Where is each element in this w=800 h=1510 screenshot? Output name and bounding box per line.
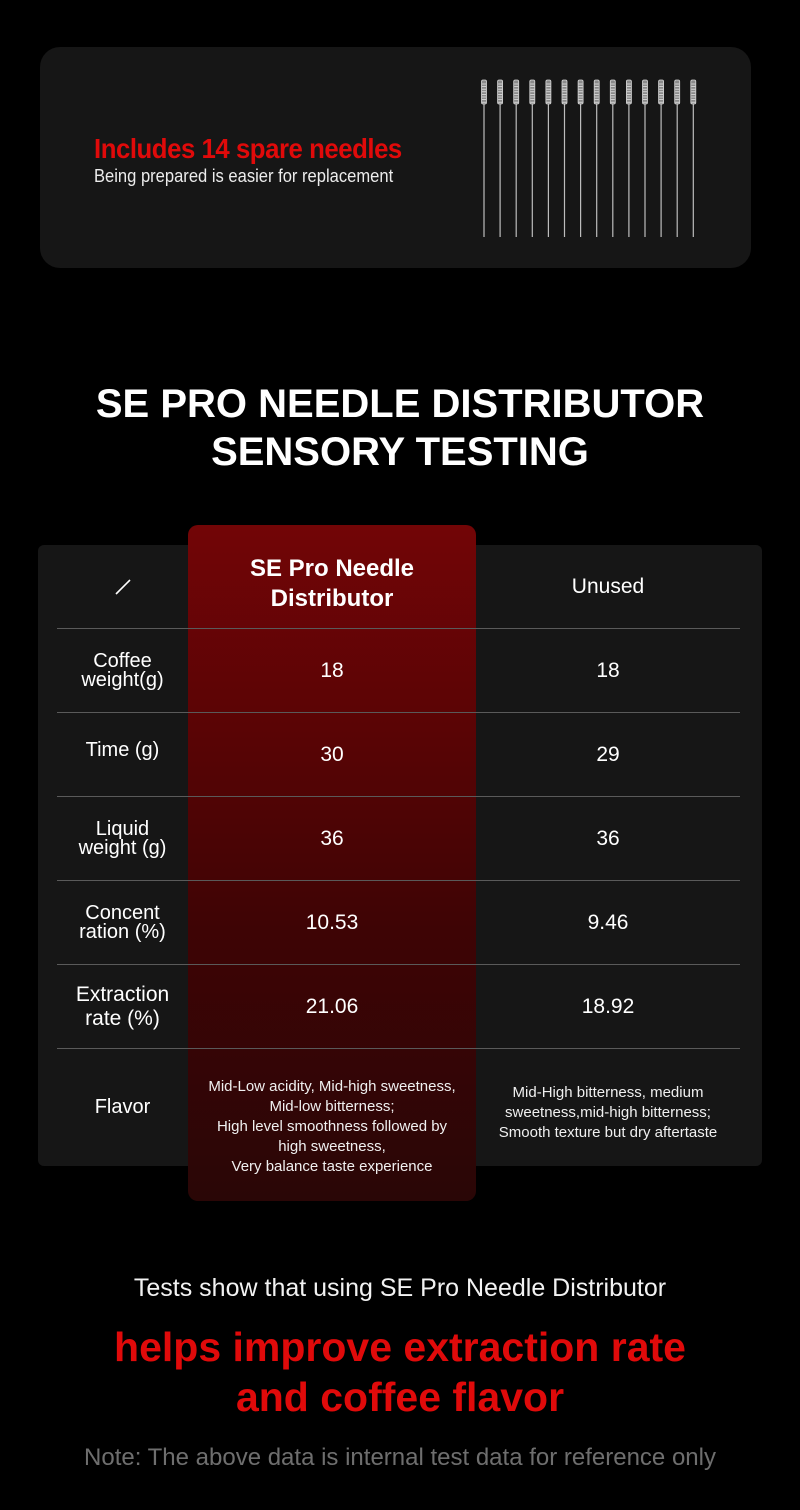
corner-cell [57,577,188,597]
row-label-line: weight(g) [81,668,164,691]
row-label [57,817,188,859]
flavor-line: Very balance taste experience [231,1158,433,1175]
row-label [57,901,188,943]
row-label-line: weight (g) [78,836,167,859]
comparison-table [57,545,740,1175]
flavor-line: High level smoothness followed by [216,1118,448,1135]
highlight-line-2: and coffee flavor [235,1374,565,1420]
unused-value: 29 [596,742,620,766]
table-row [57,797,740,881]
row-label-line: Extraction [75,982,170,1006]
column-header-line: Distributor [270,584,394,612]
row-label-line: Coffee [93,649,152,672]
row-label-line: Liquid [95,817,150,840]
unused-value: 9.46 [587,910,629,934]
flavor-line: Mid-High bitterness, medium [512,1084,704,1101]
unused-value: 18.92 [581,994,635,1018]
row-label [57,983,188,1031]
heading-line-2: SENSORY TESTING [211,430,589,474]
unused-value: 36 [596,826,620,850]
summary-highlight [0,1322,800,1422]
se-pro-value: 36 [320,826,344,850]
unused-flavor [476,1049,740,1143]
row-label: Flavor [94,1095,151,1118]
flavor-line: sweetness,mid-high bitterness; [505,1104,711,1121]
se-pro-flavor [188,1049,476,1177]
table-row-flavor [57,1049,740,1175]
se-pro-value: 10.53 [305,910,359,934]
promo-subtitle: Being prepared is easier for replacement [94,166,394,186]
spare-needles-card [40,47,751,268]
promo-title: Includes 14 spare needles [94,133,402,164]
needles-image-icon [478,79,698,239]
row-label [57,649,188,691]
unused-value: 18 [596,658,620,682]
se-pro-value: 30 [320,742,344,766]
column-header-line: SE Pro Needle [249,554,415,582]
disclaimer-note: Note: The above data is internal test data for reference only [84,1444,716,1471]
table-header-row [57,545,740,629]
row-label-line: ration (%) [79,920,166,943]
highlight-line-1: helps improve extraction rate [114,1324,686,1370]
flavor-line: Smooth texture but dry aftertaste [498,1124,718,1141]
column-header-unused: Unused [571,574,645,598]
table-row [57,965,740,1049]
heading-line-1: SE PRO NEEDLE DISTRIBUTOR [95,382,705,426]
summary-text: Tests show that using SE Pro Needle Distributor [133,1274,667,1302]
table-row [57,881,740,965]
flavor-line: high sweetness, [278,1138,386,1155]
se-pro-value: 21.06 [305,994,359,1018]
row-label: Time (g) [85,739,160,761]
table-row [57,713,740,797]
flavor-line: Mid-Low acidity, Mid-high sweetness, [208,1078,456,1095]
row-label-line: Concent [85,901,160,924]
table-row [57,629,740,713]
flavor-line: Mid-low bitterness; [269,1098,395,1115]
page-heading [0,380,800,476]
se-pro-value: 18 [320,658,344,682]
slash-icon [113,577,133,597]
column-header-se-pro [188,554,476,620]
row-label-line: rate (%) [85,1006,160,1030]
